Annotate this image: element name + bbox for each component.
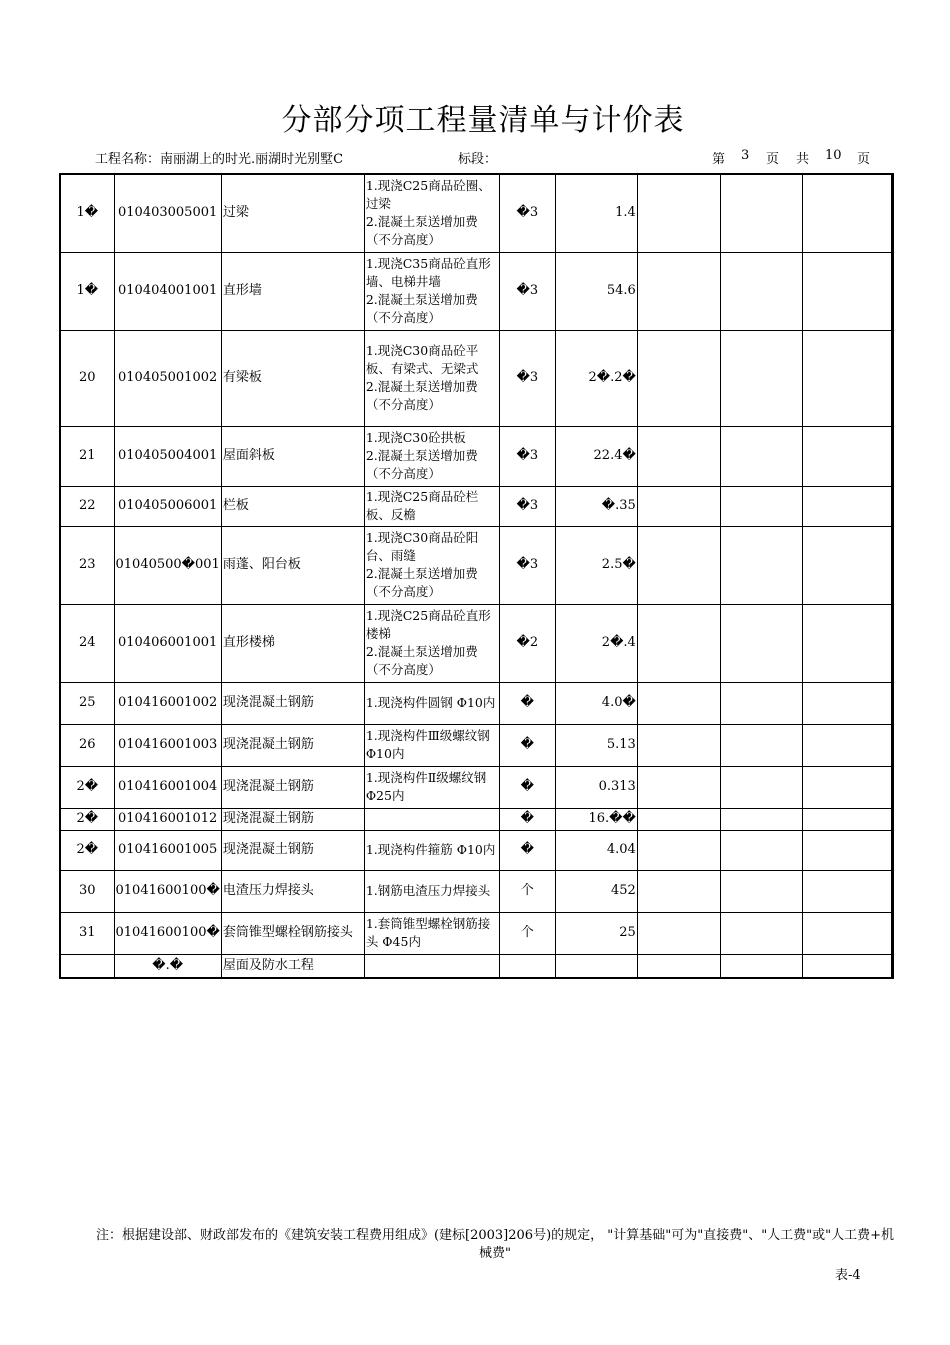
page-total: 10 (825, 148, 842, 163)
item-unit: � (499, 682, 555, 724)
unit-price (637, 766, 720, 808)
table-row (60, 330, 892, 426)
remark (802, 808, 892, 830)
item-name: 电渣压力焊接头 (221, 870, 364, 912)
item-quantity: 16.�� (555, 808, 637, 830)
unit-price (637, 174, 720, 252)
item-name: 过梁 (221, 174, 364, 252)
item-quantity: 5.13 (555, 724, 637, 766)
item-description: 1.现浇C25商品砼直形楼梯 2.混凝土泵送增加费（不分高度） (364, 604, 499, 682)
item-quantity: 2�.2� (555, 330, 637, 426)
table-row (60, 526, 892, 604)
project-name: 南丽湖上的时光.丽湖时光别墅C (160, 152, 344, 167)
row-number: 1� (60, 252, 114, 330)
item-unit: �3 (499, 174, 555, 252)
row-number: 2� (60, 830, 114, 870)
item-code: 01041600100� (114, 870, 221, 912)
page-number: 3 (741, 148, 750, 163)
unit-price (637, 912, 720, 954)
unit-price (637, 486, 720, 526)
item-code: 010416001012 (114, 808, 221, 830)
item-code: 010405004001 (114, 426, 221, 486)
item-name: 套筒锥型螺栓钢筋接头 (221, 912, 364, 954)
item-unit: � (499, 724, 555, 766)
item-unit: �3 (499, 426, 555, 486)
item-description: 1.现浇构件Ⅲ级螺纹钢 Φ10内 (364, 724, 499, 766)
total-price (720, 174, 802, 252)
item-unit: 个 (499, 870, 555, 912)
item-unit: � (499, 830, 555, 870)
remark (802, 870, 892, 912)
item-quantity: �.35 (555, 486, 637, 526)
total-price (720, 426, 802, 486)
total-price (720, 526, 802, 604)
item-quantity: 452 (555, 870, 637, 912)
total-price (720, 682, 802, 724)
section-label: 标段： (458, 152, 498, 167)
remark (802, 174, 892, 252)
item-code: 010416001002 (114, 682, 221, 724)
remark (802, 954, 892, 978)
row-number: 22 (60, 486, 114, 526)
total-price (720, 486, 802, 526)
item-name: 直形楼梯 (221, 604, 364, 682)
unit-price (637, 330, 720, 426)
table-row (60, 724, 892, 766)
unit-price (637, 870, 720, 912)
item-description (364, 954, 499, 978)
item-quantity (555, 954, 637, 978)
item-description: 1.现浇构件箍筋 Φ10内 (364, 830, 499, 870)
item-name: 现浇混凝土钢筋 (221, 766, 364, 808)
item-description: 1.现浇构件Ⅱ级螺纹钢 Φ25内 (364, 766, 499, 808)
total-price (720, 724, 802, 766)
total-price (720, 808, 802, 830)
item-unit: �3 (499, 252, 555, 330)
item-code: 010416001003 (114, 724, 221, 766)
unit-price (637, 526, 720, 604)
total-price (720, 252, 802, 330)
table-row (60, 252, 892, 330)
item-description: 1.钢筋电渣压力焊接头 (364, 870, 499, 912)
page-gong: 共 (796, 152, 810, 167)
remark (802, 766, 892, 808)
remark (802, 912, 892, 954)
item-name: 雨蓬、阳台板 (221, 526, 364, 604)
form-number: 表-4 (835, 1268, 861, 1283)
table-row (60, 766, 892, 808)
table-row (60, 486, 892, 526)
total-price (720, 830, 802, 870)
item-code: �.� (114, 954, 221, 978)
unit-price (637, 724, 720, 766)
item-quantity: 2.5� (555, 526, 637, 604)
row-number: 20 (60, 330, 114, 426)
item-unit: 个 (499, 912, 555, 954)
item-name: 直形墙 (221, 252, 364, 330)
item-description: 1.套筒锥型螺栓钢筋接头 Φ45内 (364, 912, 499, 954)
table-row (60, 870, 892, 912)
item-name: 现浇混凝土钢筋 (221, 808, 364, 830)
table-row (60, 604, 892, 682)
item-code: 010406001001 (114, 604, 221, 682)
item-name: 有梁板 (221, 330, 364, 426)
row-number: 31 (60, 912, 114, 954)
item-unit (499, 954, 555, 978)
page-ye-total: 页 (857, 152, 871, 167)
row-number: 2� (60, 808, 114, 830)
item-code: 01040500�001 (114, 526, 221, 604)
item-unit: �3 (499, 330, 555, 426)
item-unit: �3 (499, 526, 555, 604)
item-name: 现浇混凝土钢筋 (221, 682, 364, 724)
total-price (720, 954, 802, 978)
item-quantity: 25 (555, 912, 637, 954)
row-number: 30 (60, 870, 114, 912)
page-title: 分部分项工程量清单与计价表 (281, 103, 685, 138)
item-name: 屋面斜板 (221, 426, 364, 486)
item-description: 1.现浇构件圆钢 Φ10内 (364, 682, 499, 724)
item-unit: �3 (499, 486, 555, 526)
page-ye: 页 (766, 152, 780, 167)
item-quantity: 2�.4 (555, 604, 637, 682)
table-row (60, 912, 892, 954)
item-quantity: 1.4 (555, 174, 637, 252)
row-number: 24 (60, 604, 114, 682)
total-price (720, 604, 802, 682)
item-unit: � (499, 766, 555, 808)
item-quantity: 22.4� (555, 426, 637, 486)
project-label: 工程名称： (95, 152, 161, 167)
row-number: 26 (60, 724, 114, 766)
item-code: 01041600100� (114, 912, 221, 954)
item-unit: � (499, 808, 555, 830)
table-row (60, 830, 892, 870)
row-number: 21 (60, 426, 114, 486)
item-code: 010405006001 (114, 486, 221, 526)
item-description (364, 808, 499, 830)
row-number: 23 (60, 526, 114, 604)
project-name-line (95, 148, 343, 167)
row-number (60, 954, 114, 978)
unit-price (637, 808, 720, 830)
item-unit: �2 (499, 604, 555, 682)
table-row (60, 808, 892, 830)
total-price (720, 330, 802, 426)
item-quantity: 4.04 (555, 830, 637, 870)
item-quantity: 54.6 (555, 252, 637, 330)
table-row (60, 954, 892, 978)
item-code: 010404001001 (114, 252, 221, 330)
item-description: 1.现浇C30商品砼阳台、雨缝 2.混凝土泵送增加费（不分高度） (364, 526, 499, 604)
item-description: 1.现浇C25商品砼栏板、反檐 (364, 486, 499, 526)
unit-price (637, 604, 720, 682)
item-description: 1.现浇C30砼拱板 2.混凝土泵送增加费（不分高度） (364, 426, 499, 486)
unit-price (637, 252, 720, 330)
remark (802, 486, 892, 526)
page-di: 第 (712, 152, 726, 167)
table-row (60, 682, 892, 724)
unit-price (637, 954, 720, 978)
remark (802, 604, 892, 682)
item-description: 1.现浇C35商品砼直形墙、电梯井墙 2.混凝土泵送增加费（不分高度） (364, 252, 499, 330)
item-name: 现浇混凝土钢筋 (221, 830, 364, 870)
item-quantity: 4.0� (555, 682, 637, 724)
unit-price (637, 682, 720, 724)
table-row (60, 174, 892, 252)
item-code: 010416001005 (114, 830, 221, 870)
item-code: 010416001004 (114, 766, 221, 808)
remark (802, 330, 892, 426)
table-row (60, 426, 892, 486)
total-price (720, 912, 802, 954)
remark (802, 526, 892, 604)
row-number: 25 (60, 682, 114, 724)
remark (802, 426, 892, 486)
remark (802, 830, 892, 870)
table-body (60, 174, 892, 978)
item-name: 现浇混凝土钢筋 (221, 724, 364, 766)
remark (802, 682, 892, 724)
remark (802, 252, 892, 330)
remark (802, 724, 892, 766)
total-price (720, 766, 802, 808)
item-name: 栏板 (221, 486, 364, 526)
item-description: 1.现浇C30商品砼平板、有梁式、无梁式 2.混凝土泵送增加费（不分高度） (364, 330, 499, 426)
item-name: 屋面及防水工程 (221, 954, 364, 978)
item-code: 010405001002 (114, 330, 221, 426)
total-price (720, 870, 802, 912)
row-number: 1� (60, 174, 114, 252)
row-number: 2� (60, 766, 114, 808)
unit-price (637, 426, 720, 486)
item-description: 1.现浇C25商品砼圈、过梁 2.混凝土泵送增加费（不分高度） (364, 174, 499, 252)
unit-price (637, 830, 720, 870)
bill-table (59, 173, 894, 979)
item-code: 010403005001 (114, 174, 221, 252)
footnote: 注：根据建设部、财政部发布的《建筑安装工程费用组成》(建标[2003]206号)的规定， "计算基础"可为"直接费"、"人工费"或"人工费+机械费" (95, 1228, 895, 1261)
item-quantity: 0.313 (555, 766, 637, 808)
